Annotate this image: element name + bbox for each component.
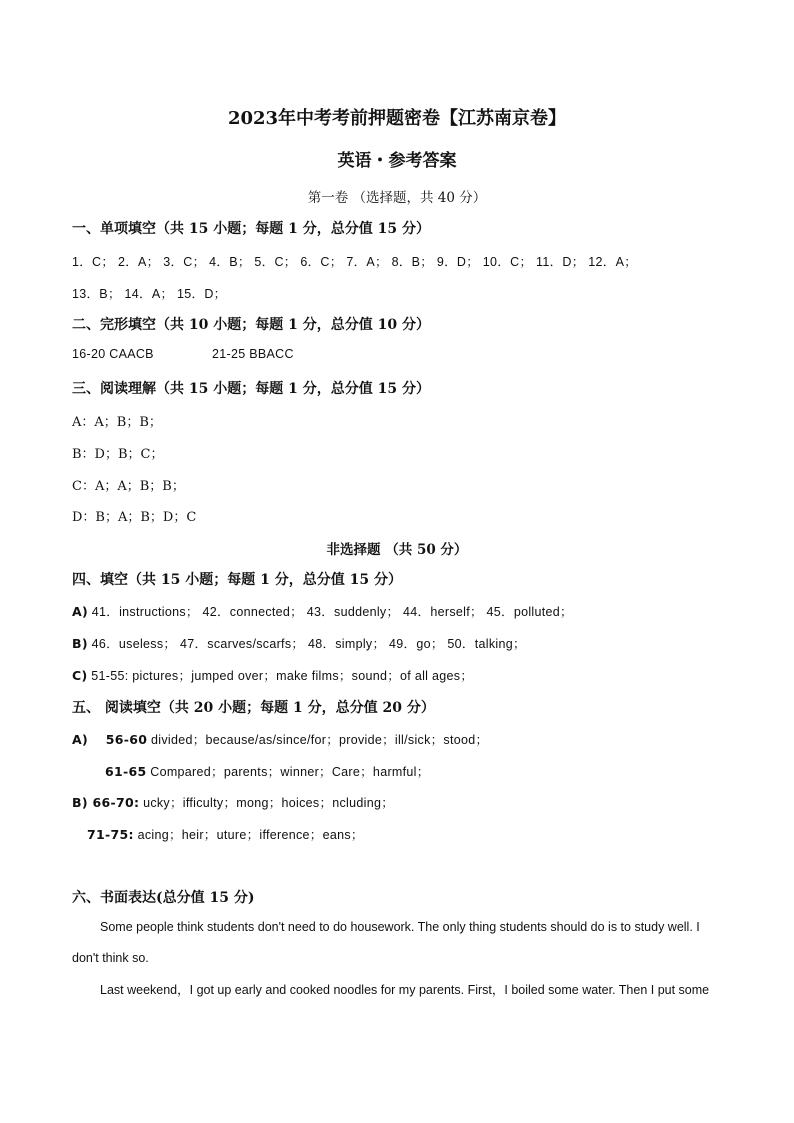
section-3-heading: 三、阅读理解（共 15 小题；每题 1 分，总分值 15 分） xyxy=(72,381,430,397)
section-5-row-a xyxy=(72,730,488,748)
document-title: 2023年中考考前押题密卷【江苏南京卷】 xyxy=(227,108,567,129)
section-4-row-b xyxy=(72,634,526,652)
part-two-heading: 非选择题 （共 50 分） xyxy=(326,542,468,558)
section-5-answers-a: divided；because/as/since/for；provide；ill/sick；stood； xyxy=(151,733,489,747)
section-3-answers-a: A：A；B；B； xyxy=(72,415,162,430)
section-2-heading: 二、完形填空（共 10 小题；每题 1 分，总分值 10 分） xyxy=(72,317,430,333)
section-1-heading: 一、单项填空（共 15 小题；每题 1 分，总分值 15 分） xyxy=(72,221,430,237)
section-5-answers-a2: Compared；parents；winner；Care；harmful； xyxy=(150,765,430,779)
section-4-answers-a: 41．instructions； 42．connected； 43．suddenly； 44．herself； 45．polluted； xyxy=(91,605,573,619)
section-5-row-a2 xyxy=(105,762,430,780)
section-5-range-a: 56-60 xyxy=(105,732,148,747)
section-3-answers-b: B：D；B；C； xyxy=(72,447,164,462)
document-subtitle: 英语・参考答案 xyxy=(337,151,457,171)
part-one-heading: 第一卷 （选择题，共 40 分） xyxy=(307,190,487,206)
section-4-answers-b: 46．useless； 47．scarves/scarfs； 48．simply； 49．go； 50．talking； xyxy=(91,637,526,651)
section-5-range-a2: 61-65 xyxy=(105,764,147,779)
section-6-heading: 六、书面表达(总分值 15 分) xyxy=(72,890,255,906)
essay-paragraph-1: Some people think students don't need to do housework. The only thing students should do is to study well. I don't think so. xyxy=(72,920,700,965)
section-4-label-a: A) xyxy=(72,604,88,619)
section-2-answers-b: 21-25 BBACC xyxy=(212,347,294,361)
section-3-answers-d: D：B；A；B；D；C xyxy=(72,510,197,525)
essay-paragraph-2: Last weekend，I got up early and cooked noodles for my parents. First，I boiled some water. Then I put some xyxy=(100,983,710,997)
section-4-row-c xyxy=(72,666,473,684)
section-5-row-b2 xyxy=(87,825,364,843)
section-5-label-a: A) xyxy=(72,732,88,747)
section-4-answers-c: 51-55: pictures；jumped over；make films；sound；of all ages； xyxy=(91,669,474,683)
section-1-answers-line-2: 13．B； 14．A； 15．D； xyxy=(72,287,227,301)
section-1-answers-line-1: 1．C； 2．A； 3．C； 4．B； 5．C； 6．C； 7．A； 8．B； 9．D； 10．C； 11．D； 12．A； xyxy=(72,255,638,269)
section-4-row-a xyxy=(72,602,573,620)
section-4-label-b: B) xyxy=(72,636,88,651)
section-5-heading: 五、 阅读填空（共 20 小题；每题 1 分，总分值 20 分） xyxy=(72,700,435,716)
section-5-answers-b: ucky；ifficulty；mong；hoices；ncluding； xyxy=(143,796,395,810)
section-5-label-b: B) 66-70: xyxy=(72,795,140,810)
section-2-answers-a: 16-20 CAACB xyxy=(72,347,154,361)
section-4-label-c: C) xyxy=(72,668,88,683)
section-3-answers-c: C：A；A；B；B； xyxy=(72,479,185,494)
section-5-row-b xyxy=(72,793,394,811)
section-5-answers-b2: acing；heir；uture；ifference；eans； xyxy=(137,828,364,842)
section-5-range-b2: 71-75: xyxy=(87,827,134,842)
section-4-heading: 四、填空（共 15 小题；每题 1 分，总分值 15 分） xyxy=(72,572,402,588)
